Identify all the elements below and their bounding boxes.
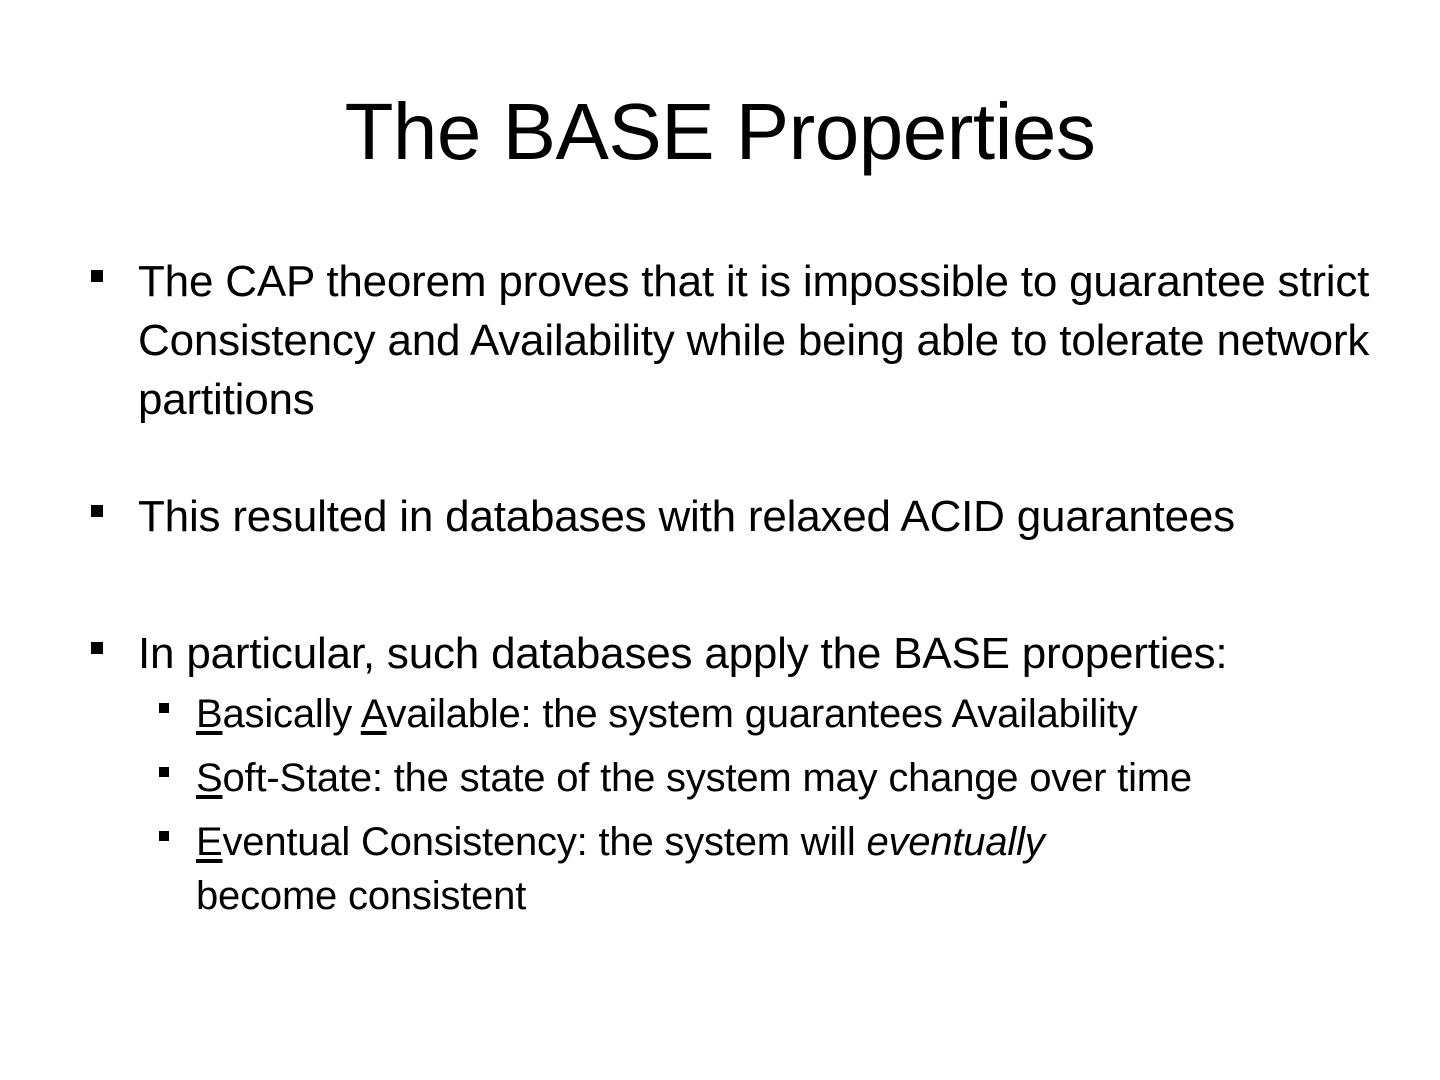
sub-bullet-text: oft-State: the state of the system may change over time [222, 756, 1192, 800]
sub-bullet-text: become consistent [196, 874, 527, 918]
bullet-text: This resulted in databases with relaxed ACID guarantees [138, 492, 1235, 541]
sub-bullet-list [88, 687, 1428, 923]
bullet-square-icon [91, 270, 103, 282]
bullet-square-icon [91, 505, 103, 517]
bullet-square-icon [91, 642, 103, 654]
sub-bullet-item [196, 687, 1256, 741]
bullet-square-icon [159, 767, 169, 777]
sub-bullet-item [196, 751, 1256, 805]
bullet-item [88, 624, 1428, 683]
sub-bullet-item [196, 815, 1176, 923]
bullet-item [88, 487, 1428, 546]
bullet-square-icon [159, 831, 169, 841]
acronym-letter: S [196, 756, 223, 800]
sub-bullet-text: vailable: the system guarantees Availability [386, 692, 1138, 736]
bullet-item [88, 252, 1428, 429]
slide-title: The BASE Properties [344, 87, 1096, 176]
acronym-letter: B [196, 692, 223, 736]
acronym-letter: E [196, 820, 223, 864]
bullet-square-icon [159, 703, 169, 713]
sub-bullet-text: asically [222, 692, 361, 736]
emphasis-text: eventually [866, 820, 1045, 864]
bullet-text: The CAP theorem proves that it is impossible to guarantee strict Consistency and Availability while being able to tolerate network partitions [138, 257, 1370, 424]
acronym-letter: A [360, 692, 387, 736]
sub-bullet-text: ventual Consistency: the system will [222, 820, 867, 864]
slide-content [88, 252, 1428, 923]
bullet-text: In particular, such databases apply the BASE properties: [138, 629, 1228, 678]
